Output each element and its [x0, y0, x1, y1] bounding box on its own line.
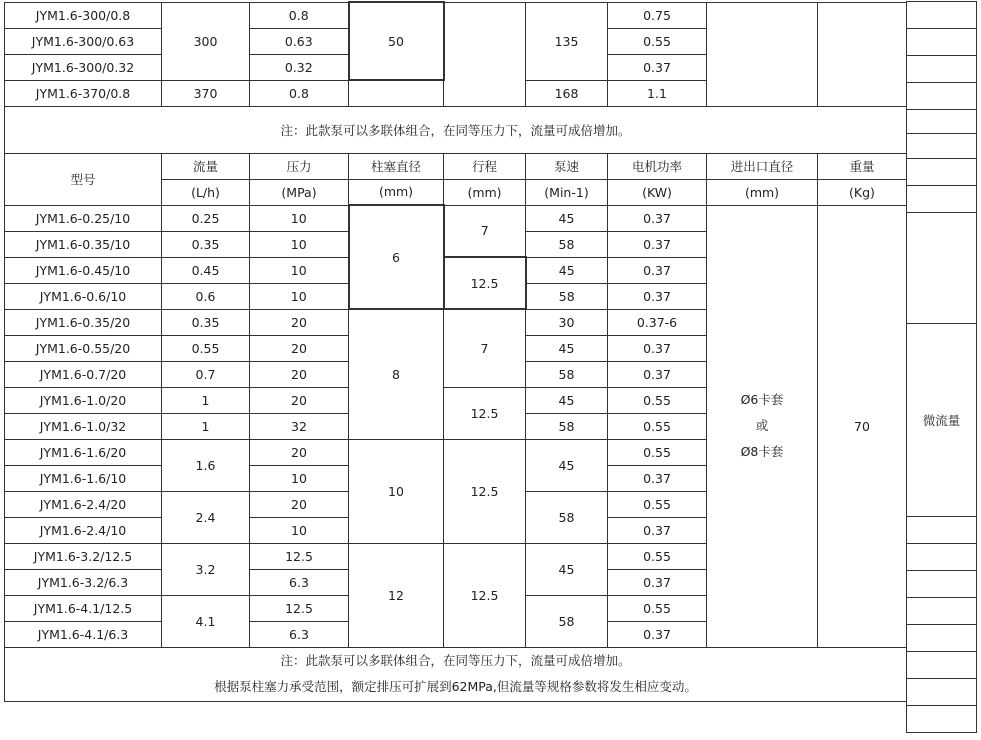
- unit-pressure: (MPa): [250, 179, 349, 205]
- note-line: 根据泵柱塞力承受范围，额定排压可扩展到62MPa,但流量等规格参数将发生相应变动。: [214, 679, 697, 694]
- power-cell: 0.37: [608, 335, 707, 361]
- speed-cell: 45: [526, 387, 608, 413]
- model-cell: JYM1.6-0.6/10: [5, 283, 162, 309]
- speed-cell: 58: [526, 491, 608, 543]
- flow-cell: 0.7: [162, 361, 250, 387]
- speed-cell: 135: [526, 2, 608, 80]
- header-plunger: 柱塞直径: [349, 153, 444, 179]
- model-cell: JYM1.6-4.1/12.5: [5, 595, 162, 621]
- pressure-cell: 32: [250, 413, 349, 439]
- pressure-cell: 12.5: [250, 595, 349, 621]
- pressure-cell: 20: [250, 361, 349, 387]
- note-row: [5, 106, 907, 153]
- pressure-cell: 0.8: [250, 2, 349, 28]
- model-cell: JYM1.6-0.25/10: [5, 205, 162, 231]
- power-cell: 1.1: [608, 80, 707, 106]
- port-cell: [707, 2, 818, 106]
- power-cell: 0.55: [608, 387, 707, 413]
- port-line: Ø6卡套: [740, 392, 784, 407]
- flow-cell: 2.4: [162, 491, 250, 543]
- unit-weight: (Kg): [818, 179, 907, 205]
- side-cell: [907, 2, 977, 29]
- flow-cell: 4.1: [162, 595, 250, 647]
- stroke-cell: 7: [444, 205, 526, 257]
- power-cell: 0.37: [608, 465, 707, 491]
- pressure-cell: 10: [250, 257, 349, 283]
- model-cell: JYM1.6-370/0.8: [5, 80, 162, 106]
- unit-power: (KW): [608, 179, 707, 205]
- speed-cell: 168: [526, 80, 608, 106]
- power-cell: 0.55: [608, 543, 707, 569]
- side-cell: [907, 544, 977, 571]
- pressure-cell: 12.5: [250, 543, 349, 569]
- model-cell: JYM1.6-3.2/6.3: [5, 569, 162, 595]
- port-line: Ø8卡套: [740, 444, 784, 459]
- pressure-cell: 10: [250, 283, 349, 309]
- side-cell: [907, 625, 977, 652]
- flow-cell: 1: [162, 387, 250, 413]
- category-column: [906, 1, 977, 733]
- pressure-cell: 0.63: [250, 28, 349, 54]
- side-cell: [907, 598, 977, 625]
- stroke-cell: 12.5: [444, 387, 526, 439]
- speed-cell: 30: [526, 309, 608, 335]
- model-cell: JYM1.6-3.2/12.5: [5, 543, 162, 569]
- flow-cell: 0.45: [162, 257, 250, 283]
- spec-table: [4, 1, 907, 702]
- speed-cell: 58: [526, 361, 608, 387]
- stroke-cell: 7: [444, 309, 526, 387]
- pressure-cell: 10: [250, 465, 349, 491]
- side-cell: [907, 571, 977, 598]
- power-cell: 0.37: [608, 205, 707, 231]
- port-line: 或: [755, 418, 769, 433]
- speed-cell: 45: [526, 439, 608, 491]
- plunger-cell: 8: [349, 309, 444, 439]
- flow-cell: 0.35: [162, 231, 250, 257]
- side-cell: [907, 517, 977, 544]
- pressure-cell: 10: [250, 231, 349, 257]
- side-cell: [907, 679, 977, 706]
- power-cell: 0.37: [608, 517, 707, 543]
- header-stroke: 行程: [444, 153, 526, 179]
- note-text: [5, 647, 907, 701]
- model-cell: JYM1.6-4.1/6.3: [5, 621, 162, 647]
- flow-cell: 0.25: [162, 205, 250, 231]
- side-cell: [907, 706, 977, 733]
- power-cell: 0.55: [608, 491, 707, 517]
- header-row: [5, 153, 907, 179]
- unit-speed: (Min-1): [526, 179, 608, 205]
- pressure-cell: 20: [250, 491, 349, 517]
- power-cell: 0.37: [608, 361, 707, 387]
- power-cell: 0.37: [608, 569, 707, 595]
- model-cell: JYM1.6-2.4/20: [5, 491, 162, 517]
- speed-cell: 45: [526, 257, 608, 283]
- table-row: [5, 2, 907, 28]
- plunger-cell: [349, 80, 444, 106]
- power-cell: 0.55: [608, 595, 707, 621]
- side-cell: [907, 186, 977, 213]
- header-pressure: 压力: [250, 153, 349, 179]
- side-cell: [907, 134, 977, 159]
- category-cell: 微流量: [907, 324, 977, 517]
- pressure-cell: 20: [250, 387, 349, 413]
- unit-stroke: (mm): [444, 179, 526, 205]
- side-cell: [907, 29, 977, 56]
- note-line: 注：此款泵可以多联体组合，在同等压力下，流量可成倍增加。: [280, 653, 631, 668]
- stroke-cell: 12.5: [444, 257, 526, 309]
- pressure-cell: 6.3: [250, 621, 349, 647]
- flow-cell: 3.2: [162, 543, 250, 595]
- side-cell: [907, 83, 977, 110]
- side-cell: [907, 56, 977, 83]
- unit-port: (mm): [707, 179, 818, 205]
- flow-cell: 0.35: [162, 309, 250, 335]
- unit-plunger: (mm): [349, 179, 444, 205]
- side-cell: [907, 652, 977, 679]
- pressure-cell: 20: [250, 309, 349, 335]
- model-cell: JYM1.6-1.6/20: [5, 439, 162, 465]
- model-cell: JYM1.6-300/0.32: [5, 54, 162, 80]
- side-cell: [907, 213, 977, 324]
- power-cell: 0.55: [608, 439, 707, 465]
- header-power: 电机功率: [608, 153, 707, 179]
- model-cell: JYM1.6-0.45/10: [5, 257, 162, 283]
- flow-cell: 1.6: [162, 439, 250, 491]
- stroke-cell: [444, 2, 526, 106]
- speed-cell: 45: [526, 335, 608, 361]
- port-cell: [707, 205, 818, 647]
- flow-cell: 1: [162, 413, 250, 439]
- pressure-cell: 0.8: [250, 80, 349, 106]
- model-cell: JYM1.6-0.7/20: [5, 361, 162, 387]
- header-flow: 流量: [162, 153, 250, 179]
- speed-cell: 58: [526, 231, 608, 257]
- pressure-cell: 20: [250, 439, 349, 465]
- power-cell: 0.37: [608, 54, 707, 80]
- speed-cell: 58: [526, 413, 608, 439]
- model-cell: JYM1.6-0.35/20: [5, 309, 162, 335]
- stroke-cell: 12.5: [444, 543, 526, 647]
- table-row: [5, 205, 907, 231]
- plunger-cell: 12: [349, 543, 444, 647]
- power-cell: 0.55: [608, 413, 707, 439]
- model-cell: JYM1.6-300/0.8: [5, 2, 162, 28]
- speed-cell: 58: [526, 595, 608, 647]
- weight-cell: 70: [818, 205, 907, 647]
- pressure-cell: 6.3: [250, 569, 349, 595]
- model-cell: JYM1.6-0.55/20: [5, 335, 162, 361]
- header-model: 型号: [5, 153, 162, 205]
- model-cell: JYM1.6-1.0/32: [5, 413, 162, 439]
- power-cell: 0.37: [608, 231, 707, 257]
- pressure-cell: 10: [250, 205, 349, 231]
- pressure-cell: 0.32: [250, 54, 349, 80]
- power-cell: 0.37: [608, 621, 707, 647]
- model-cell: JYM1.6-300/0.63: [5, 28, 162, 54]
- stroke-cell: 12.5: [444, 439, 526, 543]
- plunger-cell: 6: [349, 205, 444, 309]
- flow-cell: 300: [162, 2, 250, 80]
- speed-cell: 58: [526, 283, 608, 309]
- pressure-cell: 20: [250, 335, 349, 361]
- side-cell: [907, 110, 977, 134]
- model-cell: JYM1.6-0.35/10: [5, 231, 162, 257]
- model-cell: JYM1.6-1.0/20: [5, 387, 162, 413]
- pressure-cell: 10: [250, 517, 349, 543]
- unit-flow: (L/h): [162, 179, 250, 205]
- power-cell: 0.75: [608, 2, 707, 28]
- power-cell: 0.37: [608, 257, 707, 283]
- header-port: 进出口直径: [707, 153, 818, 179]
- note-row: [5, 647, 907, 701]
- model-cell: JYM1.6-1.6/10: [5, 465, 162, 491]
- header-weight: 重量: [818, 153, 907, 179]
- speed-cell: 45: [526, 543, 608, 595]
- speed-cell: 45: [526, 205, 608, 231]
- flow-cell: 370: [162, 80, 250, 106]
- flow-cell: 0.6: [162, 283, 250, 309]
- power-cell: 0.55: [608, 28, 707, 54]
- plunger-cell: 50: [349, 2, 444, 80]
- header-speed: 泵速: [526, 153, 608, 179]
- power-cell: 0.37: [608, 283, 707, 309]
- side-cell: [907, 159, 977, 186]
- power-cell: 0.37-6: [608, 309, 707, 335]
- note-text: 注：此款泵可以多联体组合，在同等压力下，流量可成倍增加。: [5, 106, 907, 153]
- model-cell: JYM1.6-2.4/10: [5, 517, 162, 543]
- flow-cell: 0.55: [162, 335, 250, 361]
- plunger-cell: 10: [349, 439, 444, 543]
- weight-cell: [818, 2, 907, 106]
